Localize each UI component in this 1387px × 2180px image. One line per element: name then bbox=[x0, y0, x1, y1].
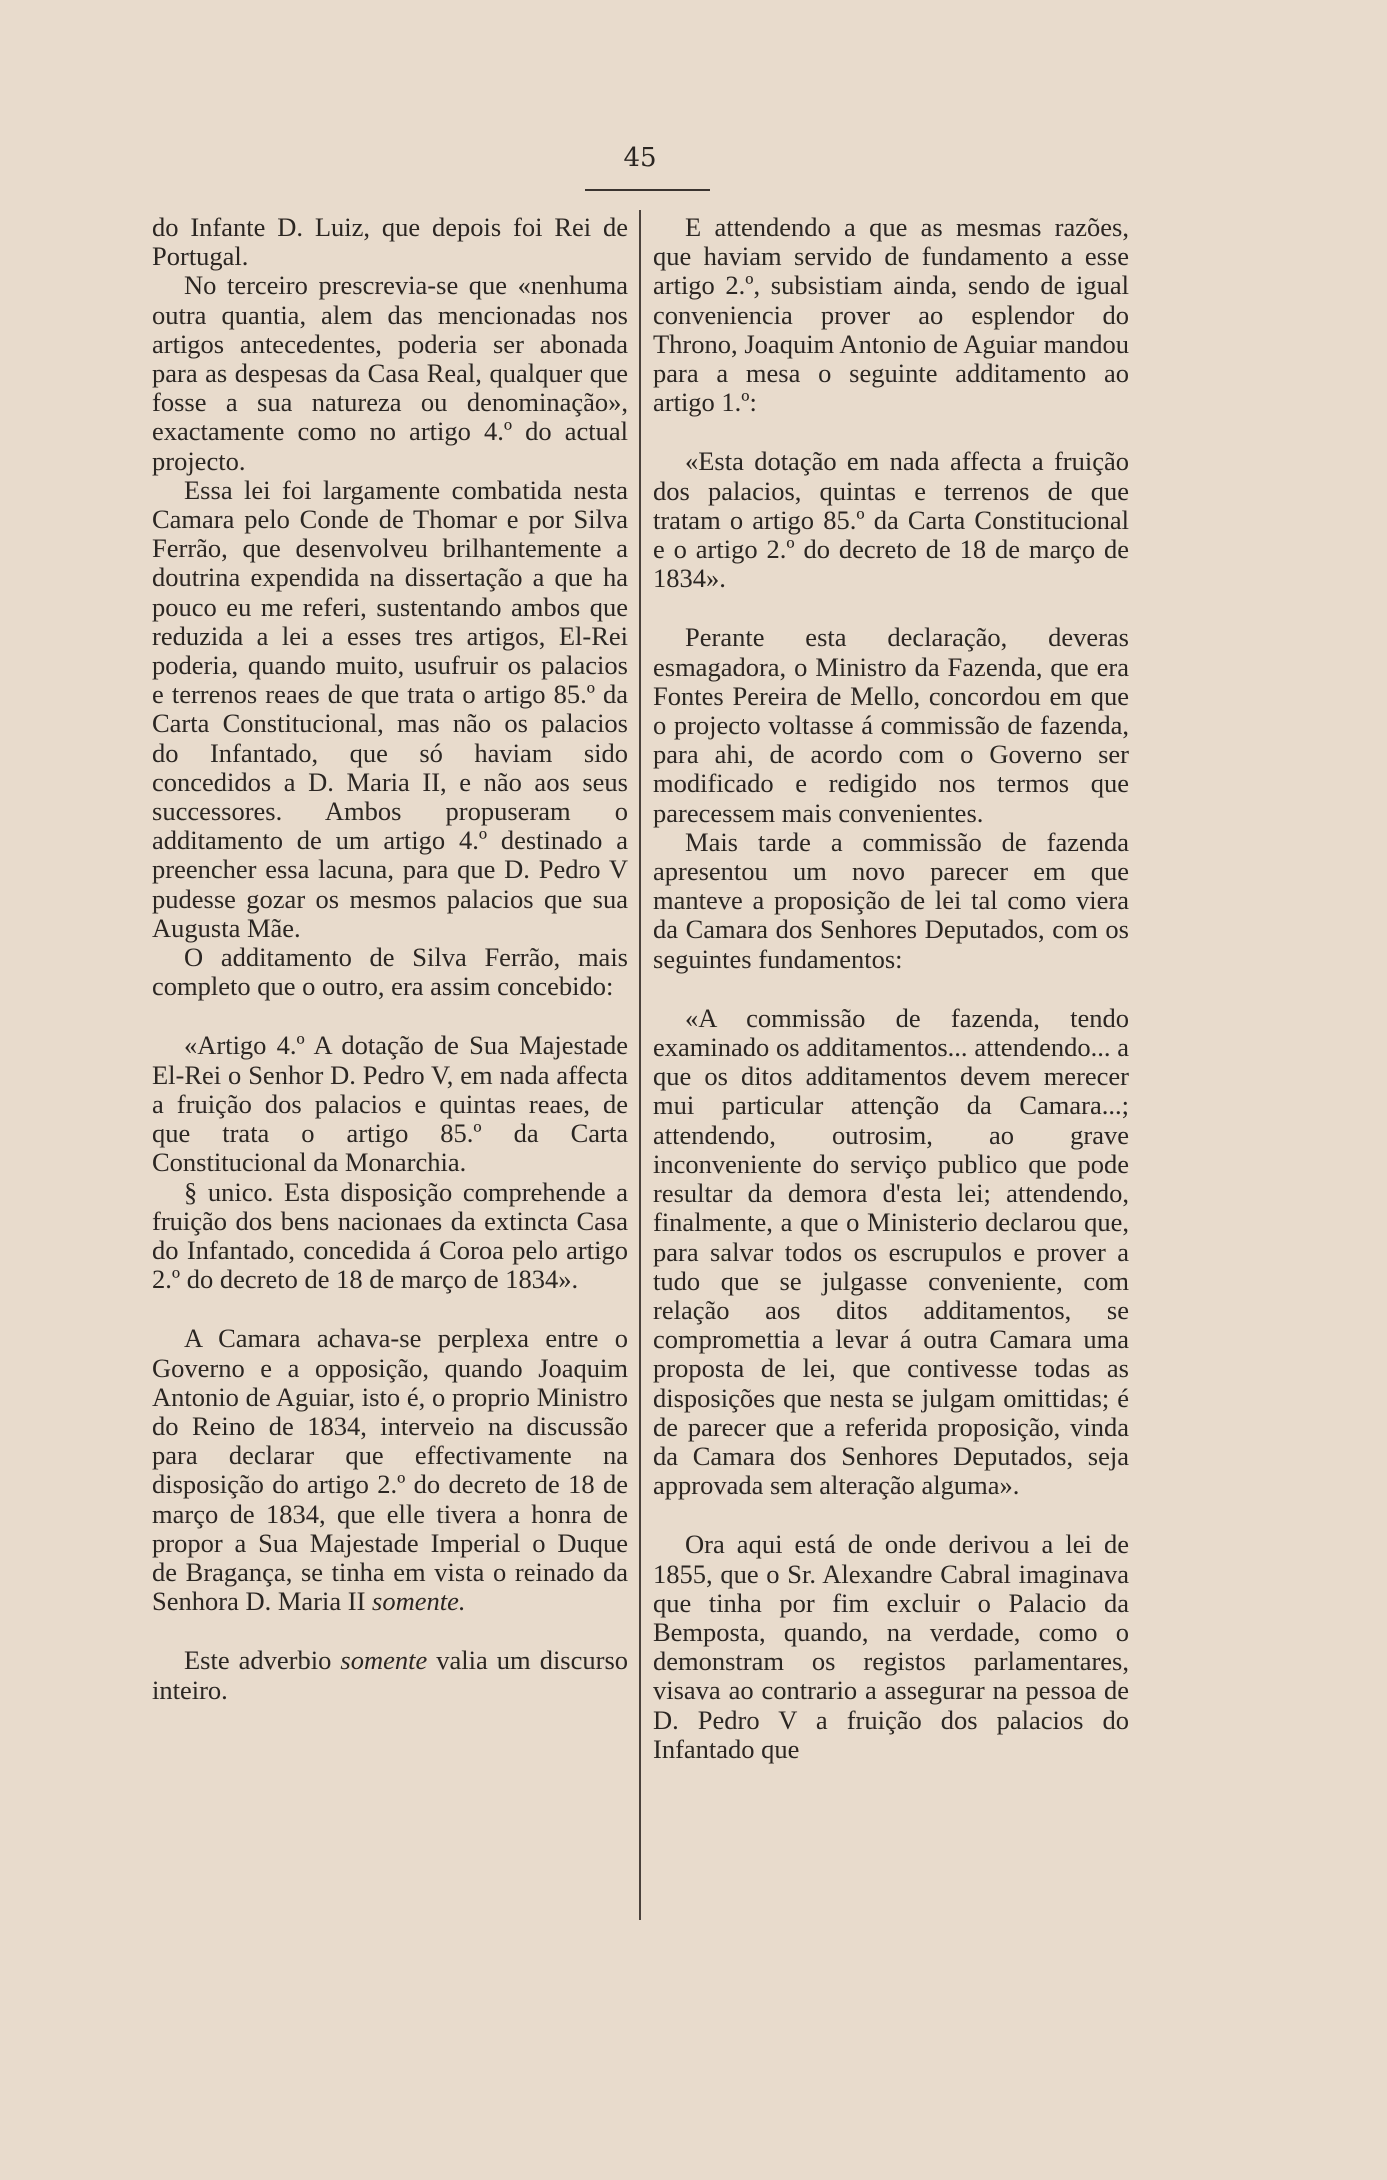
emphasis: somente bbox=[340, 1645, 428, 1676]
paragraph bbox=[152, 1324, 628, 1616]
paragraph-text: valia um discurso inteiro. bbox=[152, 1645, 629, 1705]
header-rule bbox=[585, 189, 710, 191]
paragraph: No terceiro prescrevia-se que «nenhuma outra quantia, alem das mencionadas nos artigos antecedentes, poderia ser abonada para as despesas da Casa Real, qualquer que fosse a sua natureza ou denominação», exactamente como no artigo 4.º do actual projecto. bbox=[152, 270, 628, 476]
page-number: 45 bbox=[623, 143, 657, 173]
quoted-article: «Artigo 4.º A dotação de Sua Majestade El-Rei o Senhor D. Pedro V, em nada affecta a fruição dos palacios e quintas reaes, de que trata o artigo 85.º da Carta Constitucional da Monarchia. bbox=[152, 1030, 628, 1178]
paragraph bbox=[152, 1646, 628, 1704]
paragraph: O additamento de Silva Ferrão, mais completo que o outro, era assim concebido: bbox=[152, 942, 628, 1002]
column-divider bbox=[639, 210, 641, 1920]
paragraph-text: Este adverbio bbox=[184, 1645, 332, 1676]
quoted-additamento: «Esta dotação em nada affecta a fruição dos palacios, quintas e terrenos de que tratam o artigo 85.º da Carta Constitucional e o artigo 2.º do decreto de 18 de março de 1834». bbox=[653, 446, 1129, 594]
paragraph: Essa lei foi largamente combatida nesta Camara pelo Conde de Thomar e por Silva Ferrão, que desenvolveu brilhantemente a doutrina expendida na dissertação a que ha pouco eu me referi, sustentando ambos que reduzida a lei a esses tres artigos, El-Rei poderia, quando muito, usufruir os palacios e terrenos reaes de que trata o artigo 85.º da Carta Constitucional, mas não os palacios do Infantado, que só haviam sido concedidos a D. Maria II, e não aos seus successores. Ambos propuseram o additamento de um artigo 4.º destinado a preencher essa lacuna, para que D. Pedro V pudesse gozar os mesmos palacios que sua Augusta Mãe. bbox=[152, 474, 628, 943]
paragraph: E attendendo a que as mesmas razões, que haviam servido de fundamento a esse artigo 2.º, subsistiam ainda, sendo de igual conveniencia prover ao esplendor do Throno, Joaquim Antonio de Aguiar mandou para a mesa o seguinte additamento ao artigo 1.º: bbox=[653, 212, 1129, 418]
paragraph: Mais tarde a commissão de fazenda apresentou um novo parecer em que manteve a proposição de lei tal como viera da Camara dos Senhores Deputados, com os seguintes fundamentos: bbox=[653, 826, 1129, 974]
paragraph-text: A Camara achava-se perplexa entre o Governo e a opposição, quando Joaquim Antonio de Aguiar, isto é, o proprio Ministro do Reino de 1834, interveio na discussão para declarar que effectivamente na disposição do artigo 2.º do decreto de 18 de março de 1834, que elle tivera a honra de propor a Sua Majestade Imperial o Duque de Bragança, se tinha em vista o reinado da Senhora D. Maria II bbox=[152, 1323, 628, 1617]
emphasis: somente. bbox=[372, 1586, 466, 1617]
paragraph: do Infante D. Luiz, que depois foi Rei de Portugal. bbox=[152, 212, 628, 272]
paragraph: Perante esta declaração, deveras esmagadora, o Ministro da Fazenda, que era Fontes Pereira de Mello, concordou em que o projecto voltasse á commissão de fazenda, para ahi, de acordo com o Governo ser modificado e redigido nos termos que parecessem mais convenientes. bbox=[653, 622, 1129, 828]
left-column bbox=[152, 213, 628, 1705]
quoted-paragraph: § unico. Esta disposição comprehende a fruição dos bens nacionaes da extincta Casa do Infantado, concedida á Coroa pelo artigo 2.º do decreto de 18 de março de 1834». bbox=[152, 1176, 628, 1295]
right-column bbox=[653, 213, 1129, 1764]
paragraph: Ora aqui está de onde derivou a lei de 1855, que o Sr. Alexandre Cabral imaginava que tinha por fim excluir o Palacio da Bemposta, quando, na verdade, como o demonstram os registos parlamentares, visava ao contrario a assegurar na pessoa de D. Pedro V a fruição dos palacios do Infantado que bbox=[653, 1529, 1129, 1764]
quoted-parecer: «A commissão de fazenda, tendo examinado os additamentos... attendendo... a que os ditos additamentos devem merecer mui particular attenção da Camara...; attendendo, outrosim, ao grave inconveniente do serviço publico que pode resultar da demora d'esta lei; attendendo, finalmente, a que o Ministerio declarou que, para salvar todos os escrupulos e prover a tudo que se julgasse conveniente, com relação aos ditos additamentos, se compromettia a levar á outra Camara uma proposta de lei, que contivesse todas as disposições que nesta se julgam omittidas; é de parecer que a referida proposição, vinda da Camara dos Senhores Deputados, seja approvada sem alteração alguma». bbox=[653, 1002, 1129, 1501]
